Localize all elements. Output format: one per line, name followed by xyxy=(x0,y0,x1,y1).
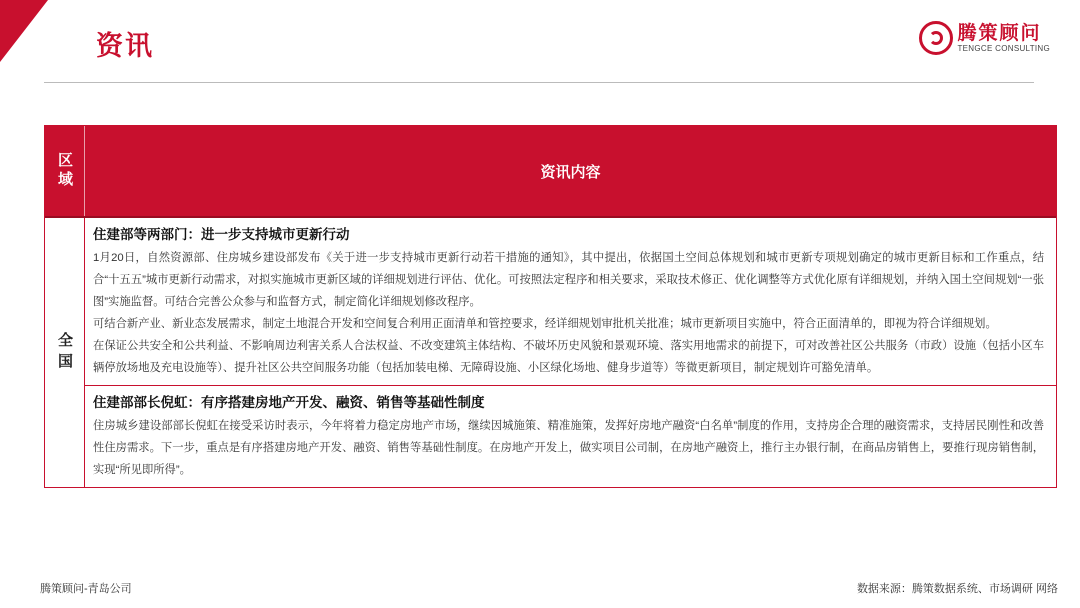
logo-icon xyxy=(919,21,953,55)
region-cell: 全国 xyxy=(45,218,85,487)
news-paragraph: 1月20日，自然资源部、住房城乡建设部发布《关于进一步支持城市更新行动若干措施的通知》，其中提出，依据国土空间总体规划和城市更新专项规划确定的城市更新目标和工作重点，结合“十五五”城市更新行动需求，对拟实施城市更新区域的详细规划进行评估、优化。可按照法定程序和相关要求，采取技术修正、优化调整等方式优化原有详细规划，并纳入国土空间规划“一张图”实施监督。可结合完善公众参与和监督方式，制定简化详细规划修改程序。 xyxy=(93,252,1044,308)
table-row xyxy=(45,218,1056,487)
news-headline: 住建部等两部门：进一步支持城市更新行动 xyxy=(93,227,350,242)
news-headline: 住建部部长倪虹：有序搭建房地产开发、融资、销售等基础性制度 xyxy=(93,395,485,410)
news-table xyxy=(44,125,1057,488)
corner-decoration xyxy=(0,0,48,62)
footer-source: 数据来源：腾策数据系统、市场调研 网络 xyxy=(856,583,1058,595)
content-cell xyxy=(85,218,1056,487)
footer-company: 腾策顾问-青岛公司 xyxy=(40,583,132,595)
table-header xyxy=(45,126,1056,218)
header-region: 区域 xyxy=(45,126,85,216)
company-logo xyxy=(919,20,1050,56)
news-item xyxy=(85,385,1056,487)
news-paragraph: 在保证公共安全和公共利益、不影响周边利害关系人合法权益、不改变建筑主体结构、不破坏历史风貌和景观环境、落实用地需求的前提下，可对改善社区公共服务（市政）设施（包括小区车辆停放场地及充电设施等）、提升社区公共空间服务功能（包括加装电梯、无障碍设施、小区绿化场地、健身步道等）等微更新项目，制定规划许可豁免清单。 xyxy=(93,340,1044,374)
logo-cn-text: 腾策顾问 xyxy=(957,22,1042,44)
header-content: 资讯内容 xyxy=(540,163,601,181)
page-title: 资讯 xyxy=(96,31,154,61)
logo-en-text: TENGCE CONSULTING xyxy=(957,43,1050,53)
news-paragraph: 住房城乡建设部部长倪虹在接受采访时表示，今年将着力稳定房地产市场，继续因城施策、精准施策，发挥好房地产融资“白名单”制度的作用，支持房企合理的融资需求，支持居民刚性和改善性住房需求。下一步，重点是有序搭建房地产开发、融资、销售等基础性制度。在房地产开发上，做实项目公司制，在房地产融资上，推行主办银行制，在商品房销售上，要推行现房销售制，实现“所见即所得”。 xyxy=(93,420,1044,476)
title-divider xyxy=(44,82,1034,83)
news-paragraph: 可结合新产业、新业态发展需求，制定土地混合开发和空间复合利用正面清单和管控要求，经详细规划审批机关批准；城市更新项目实施中，符合正面清单的，即视为符合详细规划。 xyxy=(93,318,997,330)
news-item xyxy=(85,218,1056,385)
